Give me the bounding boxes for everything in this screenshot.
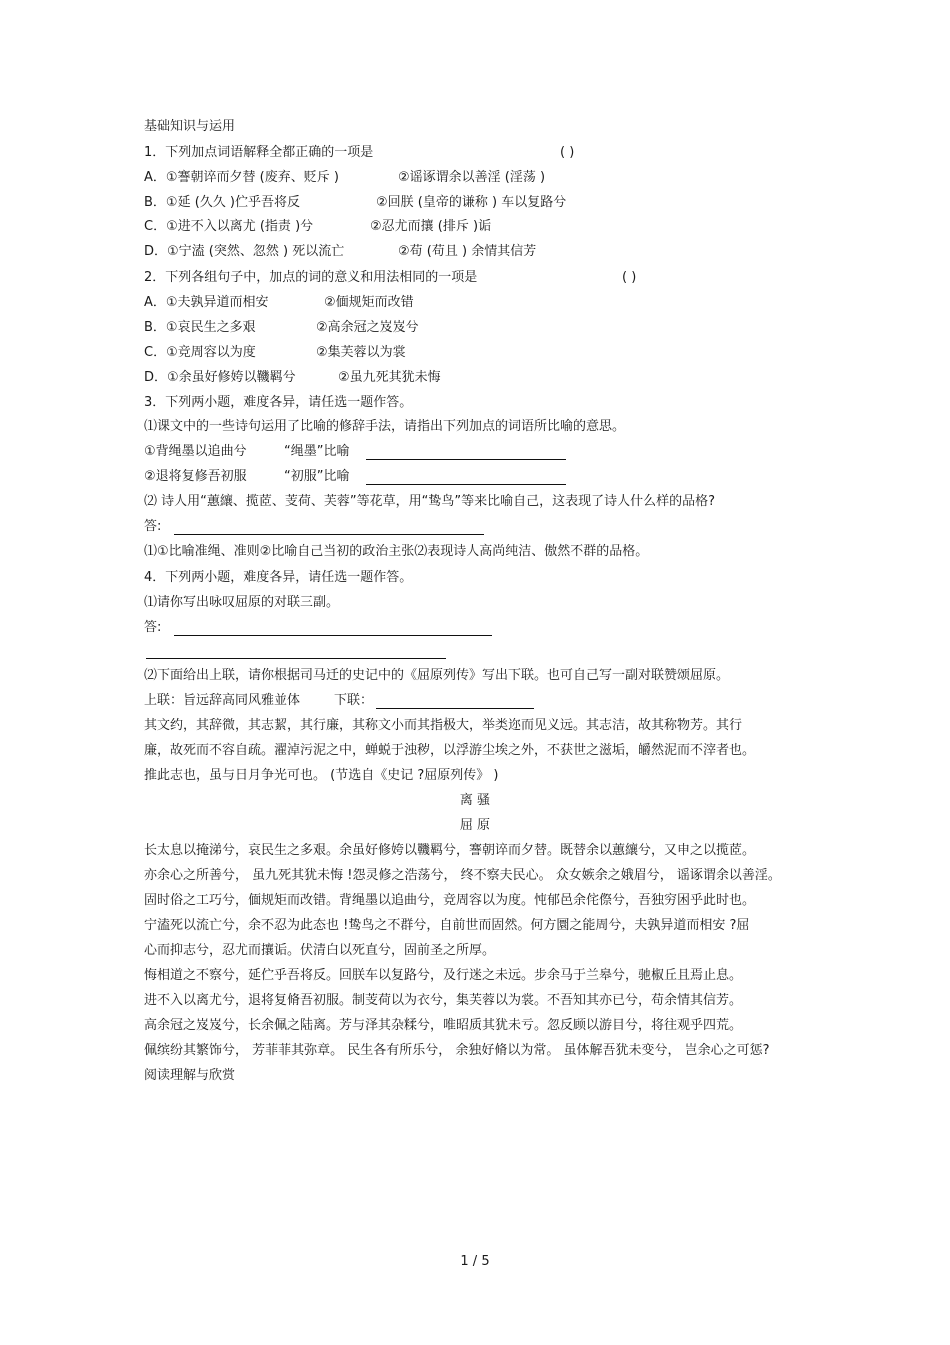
q1-option-c-1: C．①进不入以离尤 (指责 )兮 [144,219,314,234]
q2-option-c-1: C．①竞周容以为度 [144,345,256,360]
poem-line-3: 固时俗之工巧兮，偭规矩而改错。背绳墨以追曲兮，竞周容以为度。忳郁邑余侘傺兮，吾独穷困乎此时也。 [144,893,756,908]
q4-passage-line-2: 廉，故死而不容自疏。濯淖污泥之中，蝉蜕于浊秽，以浮游尘埃之外，不获世之滋垢，皭然泥而不滓者也。 [144,743,756,758]
q1-option-c-2: ②忍尤而攘 (排斥 )诟 [370,219,492,234]
q3-reference-answer: ⑴①比喻准绳、准则②比喻自己当初的政治主张⑵表现诗人高尚纯洁、傲然不群的品格。 [144,544,649,559]
q1-option-a-2: ②谣诼谓余以善淫 (淫荡 ) [398,170,546,185]
q3-sub1: ⑴课文中的一些诗句运用了比喻的修辞手法，请指出下列加点的词语所比喻的意思。 [144,419,626,434]
poem-line-4: 宁溘死以流亡兮，余不忍为此态也 !鸷鸟之不群兮，自前世而固然。何方圜之能周兮，夫孰异道而相安 ?屈 [144,918,750,933]
q2-stem: 2．下列各组句子中，加点的词的意义和用法相同的一项是 [144,270,478,285]
q4-answer-label: 答: [144,620,162,635]
q4-answer-blank-2[interactable] [146,658,446,659]
q3-item2-text: ②退将复修吾初服 [144,469,247,484]
q2-answer-bracket: ( ) [622,270,637,285]
q4-passage-line-3: 推此志也，虽与日月争光可也。 (节选自《史记 ?屈原列传》 ) [144,768,499,783]
q2-option-c-2: ②集芙蓉以为裳 [316,345,406,360]
q1-option-b-1: B．①延 (久久 )伫乎吾将反 [144,195,300,210]
q1-option-a-1: A．①謇朝谇而夕替 (废弃、贬斥 ) [144,170,339,185]
q3-item1-text: ①背绳墨以追曲兮 [144,444,247,459]
poem-line-8: 高余冠之岌岌兮，长余佩之陆离。芳与泽其杂糅兮，唯昭质其犹未亏。忽反顾以游目兮，将往观乎四荒。 [144,1018,743,1033]
q3-stem: 3．下列两小题，难度各异，请任选一题作答。 [144,395,413,410]
q2-option-a-2: ②偭规矩而改错 [324,295,414,310]
q2-option-d-1: D．①余虽好修姱以鞿羁兮 [144,370,296,385]
q2-option-a-1: A．①夫孰异道而相安 [144,295,269,310]
q4-couplet-upper: 上联：旨远辞高同风雅並体 [144,693,301,708]
q3-sub2: ⑵ 诗人用“蕙纕、揽茝、芰荷、芙蓉”等花草，用“鸷鸟”等来比喻自己，这表现了诗人什么样的品格? [144,494,715,509]
poem-line-7: 进不入以离尤兮，退将复脩吾初服。制芰荷以为衣兮，集芙蓉以为裳。不吾知其亦已兮，苟余情其信芳。 [144,993,743,1008]
q4-sub1: ⑴请你写出咏叹屈原的对联三副。 [144,595,340,610]
q2-option-b-2: ②高余冠之岌岌兮 [316,320,419,335]
q3-item1-label: “绳墨”比喻 [284,444,350,459]
q1-stem: 1．下列加点词语解释全都正确的一项是 [144,145,374,160]
poem-line-6: 悔相道之不察兮，延伫乎吾将反。回朕车以复路兮，及行迷之未远。步余马于兰皋兮，驰椒丘且焉止息。 [144,968,743,983]
q2-option-b-1: B．①哀民生之多艰 [144,320,256,335]
poem-line-5: 心而抑志兮，忍尤而攘诟。伏清白以死直兮，固前圣之所厚。 [144,943,496,958]
poem-line-2: 亦余心之所善兮， 虽九死其犹未悔 !怨灵修之浩荡兮， 终不察夫民心。 众女嫉余之娥眉兮， 谣诼谓余以善淫。 [144,868,781,883]
q2-option-d-2: ②虽九死其犹未悔 [338,370,441,385]
q3-answer-blank[interactable] [174,534,484,535]
q4-stem: 4．下列两小题，难度各异，请任选一题作答。 [144,570,413,585]
q4-sub2: ⑵下面给出上联，请你根据司马迁的史记中的《屈原列传》写出下联。也可自己写一副对联赞颂屈原。 [144,668,730,683]
q4-passage-line-1: 其文约，其辞微，其志絜，其行廉，其称文小而其指极大，举类迩而见义远。其志洁，故其称物芳。其行 [144,718,743,733]
q3-item2-label: “初服”比喻 [284,469,350,484]
q4-answer-blank-1[interactable] [174,635,492,636]
q4-couplet-lower-blank[interactable] [376,708,534,709]
q3-item2-blank[interactable] [366,484,566,485]
q3-answer-label: 答: [144,519,162,534]
next-section-title: 阅读理解与欣赏 [144,1068,236,1083]
q4-couplet-lower-label: 下联： [334,693,374,708]
poem-line-9: 佩缤纷其繁饰兮， 芳菲菲其弥章。 民生各有所乐兮， 余独好脩以为常。 虽体解吾犹未变兮， 岂余心之可惩? [144,1043,770,1058]
q1-option-d-2: ②苟 (苟且 ) 余情其信芳 [398,244,537,259]
section-title: 基础知识与运用 [144,119,236,134]
q1-answer-bracket: ( ) [560,145,575,160]
q1-option-b-2: ②回朕 (皇帝的谦称 ) 车以复路兮 [376,195,567,210]
q3-item1-blank[interactable] [366,459,566,460]
poem-line-1: 长太息以掩涕兮，哀民生之多艰。余虽好修姱以鞿羁兮，謇朝谇而夕替。既替余以蕙纕兮，又申之以揽茝。 [144,843,756,858]
poem-author: 屈 原 [459,818,491,833]
poem-title: 离 骚 [459,793,491,808]
q1-option-d-1: D．①宁溘 (突然、忽然 ) 死以流亡 [144,244,345,259]
page-number: 1 / 5 [460,1254,490,1269]
